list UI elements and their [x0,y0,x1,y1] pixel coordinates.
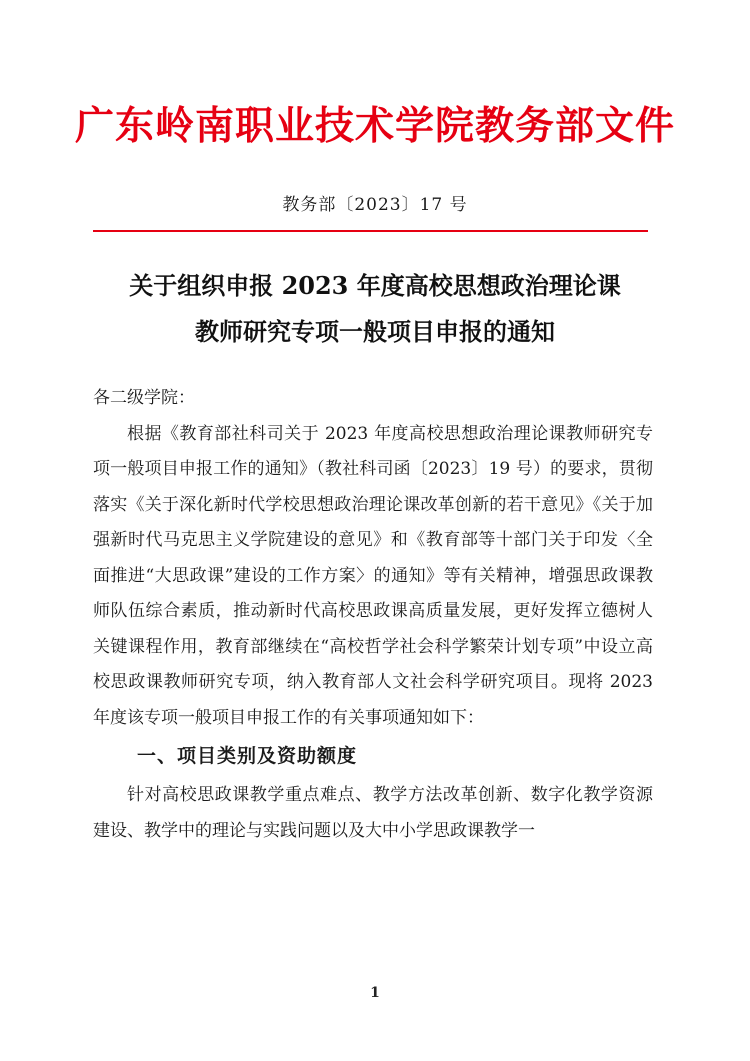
notice-title-line1: 关于组织申报 2023 年度高校思想政治理论课 [129,271,621,300]
document-body [93,381,653,849]
body-paragraph-2: 针对高校思政课教学重点难点、教学方法改革创新、数字化教学资源建设、教学中的理论与实践问题以及大中小学思政课教学一 [93,785,653,841]
notice-title [0,263,750,355]
document-number: 教务部〔2023〕17 号 [282,195,468,215]
notice-title-line2: 教师研究专项一般项目申报的通知 [195,317,555,346]
document-header-title: 广东岭南职业技术学院教务部文件 [74,103,675,149]
header-divider [93,230,648,232]
salutation: 各二级学院： [93,388,195,408]
section-heading-1: 一、项目类别及资助额度 [137,745,358,767]
page-number: 1 [370,985,380,1001]
body-paragraph-1: 根据《教育部社科司关于 2023 年度高校思想政治理论课教师研究专项一般项目申报工作的通知》（教社科司函〔2023〕19 号）的要求，贯彻落实《关于深化新时代学校思想政治理论课改革创新的若干意见》《关于加强新时代马克思主义学院建设的意见》和《教育部等十部门关于印发〈全面推进“大思政课”建设的工作方案〉的通知》等有关精神，增强思政课教师队伍综合素质，推动新时代高校思政课高质量发展，更好发挥立德树人关键课程作用，教育部继续在“高校哲学社会科学繁荣计划专项”中设立高校思政课教师研究专项，纳入教育部人文社会科学研究项目。现将 2023 年度该专项一般项目申报工作的有关事项通知如下： [93,423,653,728]
